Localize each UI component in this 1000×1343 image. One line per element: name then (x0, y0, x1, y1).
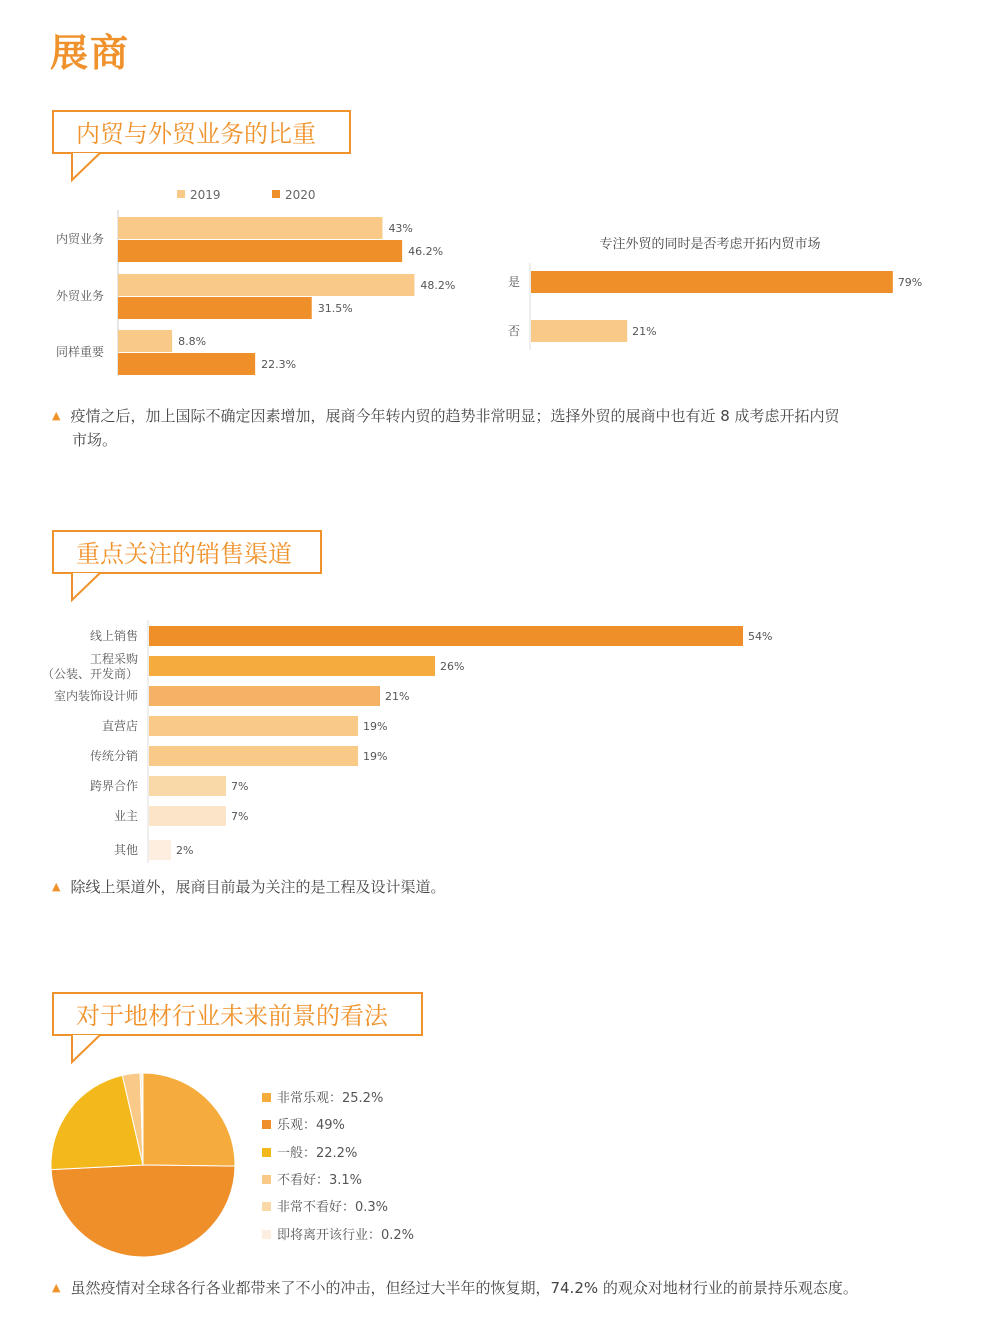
legend-label: 不看好：3.1% (277, 1172, 363, 1188)
legend-swatch (262, 1093, 271, 1102)
pie-legend-item (262, 1087, 383, 1106)
section-heading-outlook (52, 992, 423, 1036)
sales-channel-chart (40, 620, 800, 865)
legend-swatch (262, 1148, 271, 1157)
legend-label: 乐观：49% (277, 1118, 345, 1134)
bar (149, 806, 226, 826)
bar (531, 271, 893, 293)
page-title: 展商 (50, 31, 131, 75)
category-label: 跨界合作 (89, 779, 138, 793)
bar (149, 716, 358, 736)
legend-label: 非常不看好：0.3% (277, 1200, 389, 1216)
section-heading-channels (52, 530, 322, 574)
legend-swatch (262, 1120, 271, 1129)
legend-label: 一般：22.2% (277, 1145, 358, 1161)
legend-swatch (177, 190, 185, 198)
pie-legend-item (262, 1169, 362, 1188)
category-label: 内贸业务 (55, 232, 104, 246)
triangle-bullet-icon: ▲ (52, 1281, 61, 1294)
pie-legend-item (262, 1224, 414, 1243)
note-channels (52, 875, 912, 899)
data-label: 54% (748, 630, 773, 643)
note-outlook (52, 1276, 952, 1300)
legend-swatch (272, 190, 280, 198)
legend-swatch (262, 1230, 271, 1239)
data-label: 19% (363, 750, 388, 763)
category-label: 线上销售 (89, 629, 138, 643)
data-label: 31.5% (317, 302, 353, 315)
bar (149, 686, 380, 706)
bar (118, 217, 382, 239)
note-text-cont: 市场。 (72, 431, 118, 449)
legend-label: 2020 (285, 188, 316, 202)
pie-legend-item (262, 1114, 345, 1133)
bar (118, 240, 402, 262)
category-label: 是 (507, 275, 521, 289)
data-label: 79% (897, 276, 923, 289)
note-text: 虽然疫情对全球各行各业都带来了不小的冲击，但经过大半年的恢复期，74.2% 的观众对地材行业的前景持乐观态度。 (70, 1279, 858, 1297)
data-label: 43% (388, 222, 413, 235)
data-label: 8.8% (178, 335, 207, 348)
bar (149, 656, 435, 676)
bar (118, 274, 414, 296)
note-trade (52, 404, 912, 452)
category-label: 工程采购 (89, 652, 138, 666)
category-label: 同样重要 (55, 345, 104, 359)
legend-label: 2019 (190, 188, 221, 202)
triangle-bullet-icon: ▲ (52, 880, 61, 893)
note-text: 疫情之后，加上国际不确定因素增加，展商今年转内贸的趋势非常明显；选择外贸的展商中也有近 8 成考虑开拓内贸 (70, 407, 840, 425)
pie-slice (143, 1073, 235, 1166)
section-heading-trade (52, 110, 351, 154)
triangle-bullet-icon: ▲ (52, 409, 61, 422)
callout-tail (52, 572, 112, 604)
legend-swatch (262, 1175, 271, 1184)
pie-legend (262, 1087, 522, 1247)
pie-legend-item (262, 1196, 388, 1215)
category-label: 否 (507, 324, 521, 338)
legend-swatch (262, 1202, 271, 1211)
pie-slice (51, 1165, 235, 1257)
data-label: 2% (176, 844, 194, 857)
bar (149, 776, 226, 796)
data-label: 46.2% (408, 245, 444, 258)
category-label: （公装、开发商） (41, 667, 138, 681)
category-label: 室内装饰设计师 (53, 689, 138, 703)
data-label: 7% (231, 810, 249, 823)
legend-label: 非常乐观：25.2% (277, 1091, 384, 1106)
pie-legend-item (262, 1142, 357, 1161)
bar (149, 840, 171, 860)
category-label: 直营店 (101, 719, 138, 733)
industry-outlook-pie (50, 1072, 240, 1262)
category-label: 传统分销 (89, 749, 138, 763)
data-label: 19% (363, 720, 388, 733)
bar (118, 297, 312, 319)
bar (149, 746, 358, 766)
callout-tail (52, 1034, 112, 1066)
category-label: 业主 (113, 809, 138, 823)
foreign-trade-domestic-chart (490, 225, 960, 355)
bar (531, 320, 627, 342)
category-label: 外贸业务 (55, 289, 104, 303)
section-heading-text: 对于地材行业未来前景的看法 (76, 1002, 388, 1030)
trade-share-chart (40, 180, 490, 380)
data-label: 22.3% (261, 358, 297, 371)
data-label: 26% (440, 660, 465, 673)
category-label: 其他 (113, 843, 138, 857)
data-label: 21% (385, 690, 410, 703)
bar (149, 626, 743, 646)
data-label: 48.2% (420, 279, 456, 292)
chart-title: 专注外贸的同时是否考虑开拓内贸市场 (599, 237, 821, 252)
bar (118, 353, 255, 375)
legend-label: 即将离开该行业：0.2% (277, 1227, 415, 1243)
note-text: 除线上渠道外，展商目前最为关注的是工程及设计渠道。 (70, 878, 446, 896)
data-label: 21% (632, 325, 657, 338)
section-heading-text: 内贸与外贸业务的比重 (76, 120, 316, 148)
section-heading-text: 重点关注的销售渠道 (76, 540, 292, 568)
data-label: 7% (231, 780, 249, 793)
bar (118, 330, 172, 352)
